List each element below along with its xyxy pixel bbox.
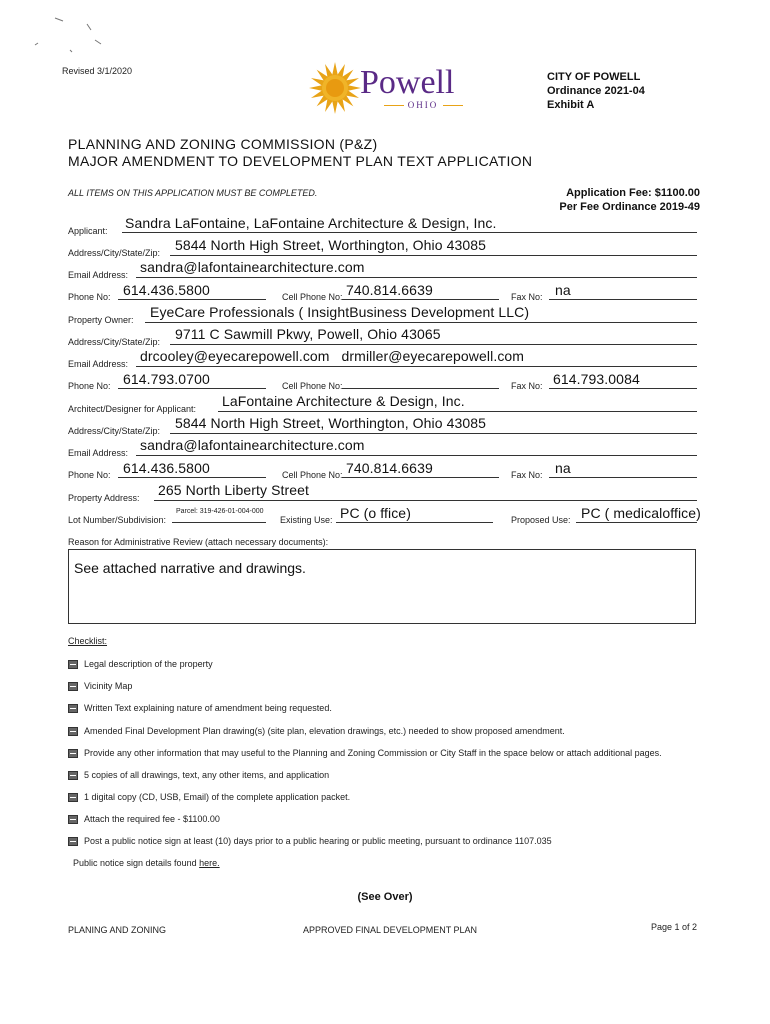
architect-address-label: Address/City/State/Zip: [68, 426, 161, 436]
applicant-label: Applicant: [68, 226, 108, 236]
title-line-1: PLANNING AND ZONING COMMISSION (P&Z) [68, 136, 378, 152]
reason-textarea[interactable] [68, 549, 696, 624]
underline [549, 388, 697, 389]
architect-address-field[interactable]: 5844 North High Street, Worthington, Ohio 43085 [175, 415, 487, 431]
architect-phone-label: Phone No: [68, 470, 111, 480]
underline [136, 277, 697, 278]
underline [122, 232, 697, 233]
owner-cell-label: Cell Phone No: [282, 381, 343, 391]
architect-email-label: Email Address: [68, 448, 129, 458]
checklist-item[interactable]: Legal description of the property [68, 659, 213, 669]
owner-fax-field[interactable]: 614.793.0084 [553, 371, 640, 387]
ordinance-header [547, 70, 645, 112]
architect-cell-label: Cell Phone No: [282, 470, 343, 480]
ordinance-number: Ordinance 2021-04 [547, 85, 645, 97]
underline [145, 322, 697, 323]
applicant-phone-field[interactable]: 614.436.5800 [123, 282, 210, 298]
underline [172, 522, 266, 523]
revised-date: Revised 3/1/2020 [62, 66, 133, 76]
exhibit-label: Exhibit A [547, 99, 595, 111]
architect-fax-label: Fax No: [511, 470, 543, 480]
owner-email-field[interactable]: drcooley@eyecarepowell.com drmiller@eyecarepowell.com [140, 348, 525, 364]
checkbox-checked-icon[interactable] [68, 837, 78, 846]
city-name: CITY OF POWELL [547, 71, 641, 83]
underline [342, 477, 499, 478]
owner-name-field[interactable]: EyeCare Professionals ( InsightBusiness Development LLC) [150, 304, 530, 320]
checkbox-checked-icon[interactable] [68, 704, 78, 713]
underline [118, 388, 266, 389]
checklist-item[interactable]: Provide any other information that may useful to the Planning and Zoning Commission or City Staff in the space below or attach additional pages. [68, 748, 662, 758]
form-title [68, 136, 532, 170]
title-line-2: MAJOR AMENDMENT TO DEVELOPMENT PLAN TEXT APPLICATION [68, 153, 533, 169]
owner-fax-label: Fax No: [511, 381, 543, 391]
underline [342, 388, 499, 389]
checklist-item[interactable]: Amended Final Development Plan drawing(s) (site plan, elevation drawings, etc.) needed to show proposed amendment. [68, 726, 565, 736]
underline [154, 500, 697, 501]
applicant-email-label: Email Address: [68, 270, 129, 280]
owner-email-label: Email Address: [68, 359, 129, 369]
checkbox-checked-icon[interactable] [68, 749, 78, 758]
property-address-label: Property Address: [68, 493, 140, 503]
checklist-item[interactable]: Written Text explaining nature of amendment being requested. [68, 703, 332, 713]
footer-left: PLANING AND ZONING [68, 925, 167, 935]
underline [549, 299, 697, 300]
reason-label: Reason for Administrative Review (attach necessary documents): [68, 537, 329, 547]
proposed-use-field[interactable]: PC ( medicaloffice) [581, 505, 701, 521]
reason-text: See attached narrative and drawings. [74, 560, 306, 576]
completion-notice: ALL ITEMS ON THIS APPLICATION MUST BE COMPLETED. [68, 188, 318, 198]
checkbox-checked-icon[interactable] [68, 660, 78, 669]
underline [170, 255, 697, 256]
public-notice-details: Public notice sign details found here. [73, 858, 220, 868]
powell-logo [305, 60, 480, 116]
checkbox-checked-icon[interactable] [68, 682, 78, 691]
owner-phone-field[interactable]: 614.793.0700 [123, 371, 210, 387]
owner-address-field[interactable]: 9711 C Sawmill Pkwy, Powell, Ohio 43065 [175, 326, 441, 342]
footer-center: APPROVED FINAL DEVELOPMENT PLAN [303, 925, 478, 935]
sun-icon [305, 60, 365, 116]
checklist-item[interactable]: Vicinity Map [68, 681, 132, 691]
underline [218, 411, 697, 412]
architect-label: Architect/Designer for Applicant: [68, 404, 197, 414]
existing-use-field[interactable]: PC (o ffice) [340, 505, 411, 521]
architect-email-field[interactable]: sandra@lafontainearchitecture.com [140, 437, 365, 453]
owner-phone-label: Phone No: [68, 381, 111, 391]
architect-name-field[interactable]: LaFontaine Architecture & Design, Inc. [222, 393, 465, 409]
lot-field[interactable]: Parcel: 319-426-01-004-000 [176, 508, 264, 515]
checkbox-checked-icon[interactable] [68, 793, 78, 802]
checklist-item[interactable]: 5 copies of all drawings, text, any other items, and application [68, 770, 329, 780]
owner-address-label: Address/City/State/Zip: [68, 337, 161, 347]
checklist-title: Checklist: [68, 636, 108, 646]
architect-phone-field[interactable]: 614.436.5800 [123, 460, 210, 476]
underline [118, 299, 266, 300]
underline [342, 299, 499, 300]
scan-marks [25, 10, 115, 65]
architect-cell-field[interactable]: 740.814.6639 [346, 460, 433, 476]
applicant-name-field[interactable]: Sandra LaFontaine, LaFontaine Architecture & Design, Inc. [125, 215, 497, 231]
underline [549, 477, 697, 478]
underline [170, 433, 697, 434]
checkbox-checked-icon[interactable] [68, 815, 78, 824]
checkbox-checked-icon[interactable] [68, 771, 78, 780]
applicant-address-label: Address/City/State/Zip: [68, 248, 161, 258]
fee-ordinance: Per Fee Ordinance 2019-49 [559, 201, 700, 213]
checklist-item[interactable]: 1 digital copy (CD, USB, Email) of the complete application packet. [68, 792, 350, 802]
proposed-use-label: Proposed Use: [511, 515, 571, 525]
checklist-item[interactable]: Attach the required fee - $1100.00 [68, 814, 220, 824]
underline [336, 522, 493, 523]
applicant-fax-label: Fax No: [511, 292, 543, 302]
architect-fax-field[interactable]: na [555, 460, 571, 476]
see-over: (See Over) [357, 891, 413, 903]
underline [136, 366, 697, 367]
applicant-cell-label: Cell Phone No: [282, 292, 343, 302]
applicant-address-field[interactable]: 5844 North High Street, Worthington, Ohio 43085 [175, 237, 487, 253]
public-notice-link[interactable]: here. [199, 858, 220, 868]
logo-sub: OHIO [373, 100, 473, 110]
underline [118, 477, 266, 478]
applicant-fax-field[interactable]: na [555, 282, 571, 298]
property-address-field[interactable]: 265 North Liberty Street [158, 482, 310, 498]
logo-name: Powell [360, 64, 455, 101]
underline [136, 455, 697, 456]
applicant-cell-field[interactable]: 740.814.6639 [346, 282, 433, 298]
checklist-item[interactable]: Post a public notice sign at least (10) days prior to a public hearing or public meeting, pursuant to ordinance 1107.035 [68, 836, 552, 846]
page-number: Page 1 of 2 [651, 922, 698, 932]
fee-amount: Application Fee: $1100.00 [566, 187, 700, 199]
existing-use-label: Existing Use: [280, 515, 333, 525]
application-fee [559, 186, 700, 214]
lot-label: Lot Number/Subdivision: [68, 515, 167, 525]
owner-label: Property Owner: [68, 315, 134, 325]
checkbox-checked-icon[interactable] [68, 727, 78, 736]
underline [170, 344, 697, 345]
applicant-email-field[interactable]: sandra@lafontainearchitecture.com [140, 259, 365, 275]
applicant-phone-label: Phone No: [68, 292, 111, 302]
underline [576, 522, 697, 523]
